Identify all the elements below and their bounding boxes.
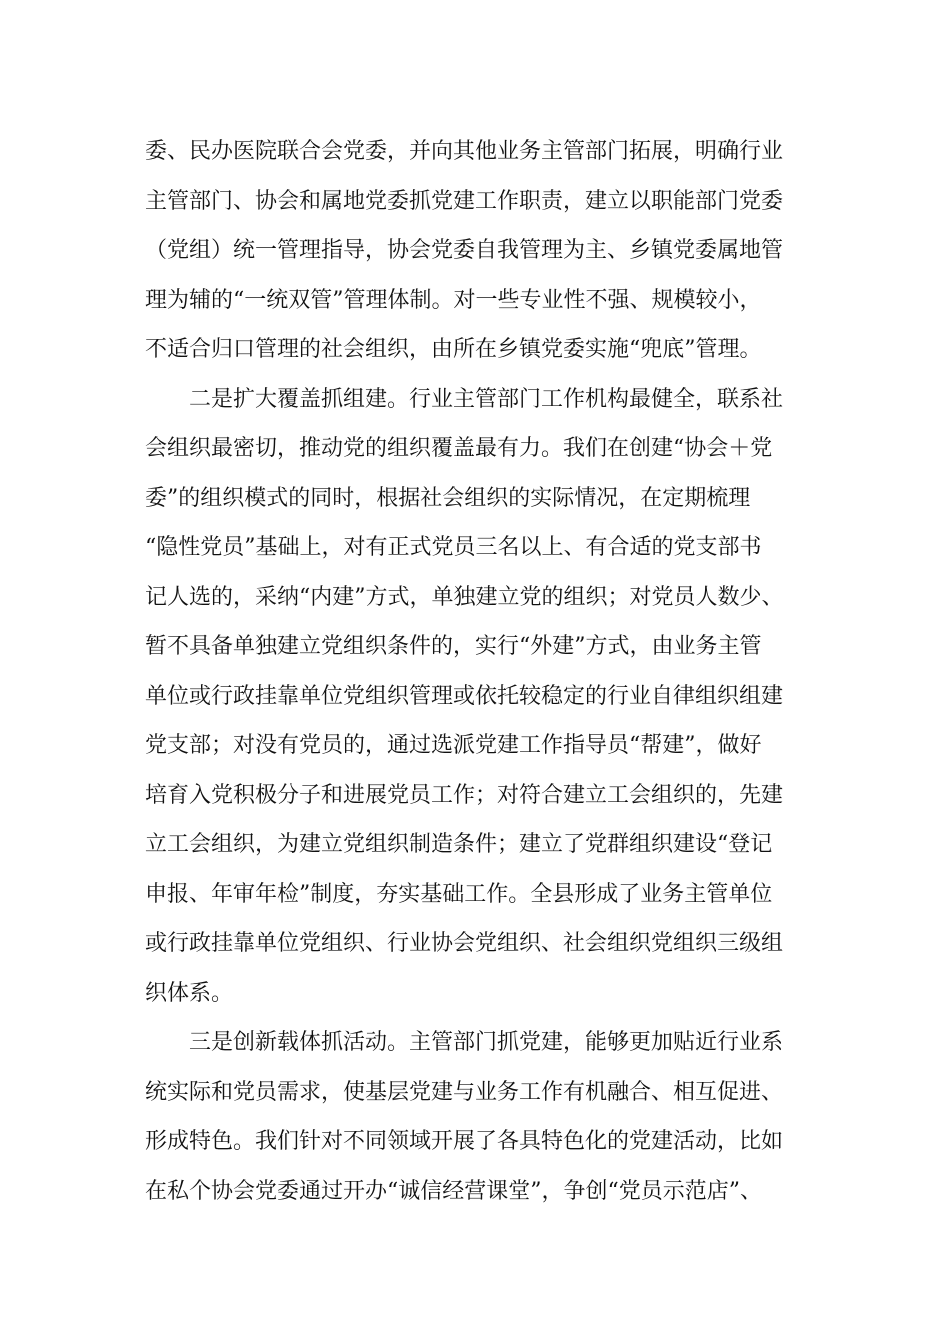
text-line: 培育入党积极分子和进展党员工作；对符合建立工会组织的，先建 [145, 782, 784, 808]
text-line: 委、民办医院联合会党委，并向其他业务主管部门拓展，明确行业 [145, 139, 784, 164]
text-line: 申报、年审年检”制度，夯实基础工作。全县形成了业务主管单位 [145, 881, 773, 907]
paragraph-start-line: 二是扩大覆盖抓组建。行业主管部门工作机构最健全，联系社 [189, 386, 784, 412]
text-line: 党支部；对没有党员的，通过选派党建工作指导员“帮建”，做好 [145, 733, 762, 758]
text-line: 会组织最密切，推动党的组织覆盖最有力。我们在创建“协会＋党 [145, 436, 773, 461]
text-line: 单位或行政挂靠单位党组织管理或依托较稳定的行业自律组织组建 [145, 683, 784, 709]
paragraph-start-line: 三是创新载体抓活动。主管部门抓党建，能够更加贴近行业系 [189, 1030, 784, 1055]
text-line: （党组）统一管理指导，协会党委自我管理为主、乡镇党委属地管 [145, 238, 784, 263]
text-line: 暂不具备单独建立党组织条件的，实行“外建”方式，由业务主管 [145, 634, 762, 659]
document-body [145, 127, 825, 1216]
text-line: 立工会组织，为建立党组织制造条件；建立了党群组织建设“登记 [145, 832, 773, 857]
text-line: 委”的组织模式的同时，根据社会组织的实际情况，在定期梳理 [145, 485, 751, 511]
text-line: 在私个协会党委通过开办“诚信经营课堂”，争创“党员示范店”、 [145, 1178, 762, 1204]
text-line: 记人选的，采纳“内建”方式，单独建立党的组织；对党员人数少、 [145, 584, 784, 610]
text-line: 主管部门、协会和属地党委抓党建工作职责，建立以职能部门党委 [145, 188, 784, 214]
text-line: 或行政挂靠单位党组织、行业协会党组织、社会组织党组织三级组 [145, 931, 784, 956]
text-line: “隐性党员”基础上，对有正式党员三名以上、有合适的党支部书 [145, 535, 762, 560]
text-line: 形成特色。我们针对不同领域开展了各具特色化的党建活动，比如 [145, 1129, 784, 1154]
text-line: 统实际和党员需求，使基层党建与业务工作有机融合、相互促进、 [145, 1079, 784, 1105]
text-line: 理为辅的“一统双管”管理体制。对一些专业性不强、规模较小， [145, 287, 762, 313]
text-line: 织体系。 [145, 980, 234, 1006]
text-line: 不适合归口管理的社会组织，由所在乡镇党委实施“兜底”管理。 [145, 337, 762, 362]
